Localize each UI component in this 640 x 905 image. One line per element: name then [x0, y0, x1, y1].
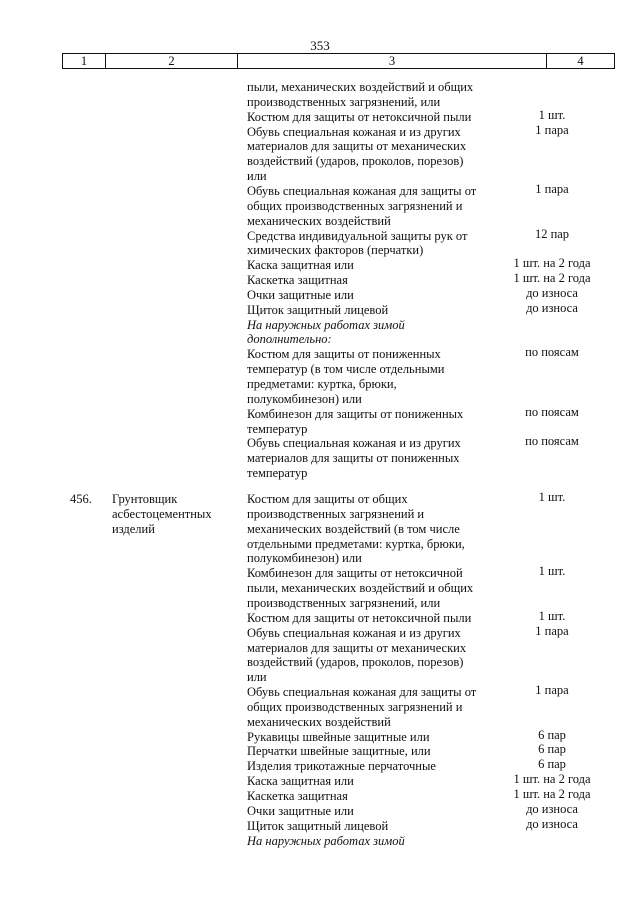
- item-text: Каскетка защитная: [247, 789, 348, 803]
- item-quantity: до износа: [526, 300, 578, 315]
- column-header-1: 1: [80, 54, 88, 68]
- item-quantity: 6 пар: [538, 757, 566, 772]
- item-text: материалов для защиты от пониженных: [247, 451, 460, 466]
- item-text: Очки защитные или: [247, 287, 354, 302]
- item-text: производственных загрязнений, или: [247, 94, 441, 109]
- item-text: химических факторов (перчатки): [247, 243, 424, 258]
- item-text: общих производственных загрязнений и: [247, 699, 463, 714]
- profession-line: асбестоцементных: [112, 507, 212, 521]
- item-text: На наружных работах зимой: [247, 317, 405, 332]
- item-quantity: 1 шт. на 2 года: [513, 772, 591, 787]
- item-text: механических воздействий: [247, 213, 391, 228]
- item-text: предметами: куртка, брюки,: [247, 377, 397, 391]
- item-text: Обувь специальная кожаная для защиты от: [247, 685, 477, 700]
- item-text: Каскетка защитная: [247, 273, 348, 288]
- column-header-3: 3: [388, 54, 396, 68]
- item-text: Обувь специальная кожаная и из других: [247, 436, 461, 451]
- item-text: Очки защитные или: [247, 803, 354, 818]
- item-text: пыли, механических воздействий и общих: [247, 80, 474, 94]
- item-text: Средства индивидуальной защиты рук от: [247, 228, 468, 243]
- entry-number: 456.: [70, 492, 92, 506]
- column-header-2: 2: [168, 54, 175, 68]
- item-text: механических воздействий (в том числе: [247, 521, 460, 536]
- item-quantity: 1 шт. на 2 года: [513, 271, 591, 286]
- item-quantity: 1 пара: [535, 683, 569, 698]
- page-number: 353: [310, 38, 330, 53]
- item-text: Каска защитная или: [247, 258, 354, 273]
- item-text: Костюм для защиты от общих: [247, 492, 408, 506]
- item-quantity: 1 шт.: [538, 564, 566, 579]
- column-header-row: [62, 53, 615, 69]
- item-quantity: 1 пара: [535, 181, 569, 196]
- item-text: температур (в том числе отдельными: [247, 362, 445, 377]
- item-text: температур: [247, 421, 308, 436]
- item-quantity: 1 шт.: [538, 490, 566, 504]
- item-text: полукомбинезон) или: [247, 391, 362, 406]
- item-text: Комбинезон для защиты от нетоксичной: [247, 566, 463, 581]
- item-text: общих производственных загрязнений и: [247, 198, 463, 213]
- item-quantity: до износа: [526, 285, 578, 300]
- item-quantity: 1 шт. на 2 года: [513, 787, 591, 801]
- item-quantity: по поясам: [525, 345, 579, 360]
- item-quantity: 12 пар: [534, 226, 570, 241]
- item-text: Обувь специальная кожаная и из других: [247, 124, 461, 139]
- item-quantity: по поясам: [525, 404, 579, 419]
- item-quantity: по поясам: [525, 434, 579, 449]
- item-text: воздействий (ударов, проколов, порезов): [247, 655, 464, 670]
- item-quantity: 1 пара: [535, 122, 569, 137]
- item-text: Каска защитная или: [247, 774, 354, 789]
- item-text: дополнительно:: [247, 332, 332, 347]
- item-text: Обувь специальная кожаная для защиты от: [247, 183, 477, 198]
- item-quantity: 1 шт.: [538, 107, 566, 122]
- item-text: Костюм для защиты от нетоксичной пыли: [247, 610, 472, 625]
- item-text: Комбинезон для защиты от пониженных: [247, 406, 464, 421]
- item-text: производственных загрязнений, или: [247, 595, 441, 610]
- item-text: полукомбинезон) или: [247, 551, 362, 566]
- item-quantity: 1 пара: [535, 623, 569, 638]
- item-text: воздействий (ударов, проколов, порезов): [247, 154, 464, 169]
- item-text: Изделия трикотажные перчаточные: [247, 759, 436, 774]
- item-text: Перчатки швейные защитные, или: [247, 744, 431, 759]
- profession-line: Грунтовщик: [112, 492, 178, 506]
- item-text: Обувь специальная кожаная и из других: [247, 625, 461, 640]
- item-text: Костюм для защиты от нетоксичной пыли: [247, 109, 472, 124]
- column-header-4: 4: [577, 54, 584, 68]
- item-text: пыли, механических воздействий и общих: [247, 581, 474, 596]
- item-text: материалов для защиты от механических: [247, 640, 467, 655]
- item-text: материалов для защиты от механических: [247, 139, 467, 154]
- item-text: температур: [247, 466, 308, 481]
- item-quantity: 1 шт. на 2 года: [513, 256, 591, 271]
- item-quantity: 1 шт.: [538, 608, 566, 623]
- item-quantity: 6 пар: [538, 727, 566, 742]
- item-text: На наружных работах зимой: [247, 833, 405, 848]
- item-text: Щиток защитный лицевой: [247, 302, 389, 317]
- item-quantity: 6 пар: [538, 742, 566, 757]
- item-text: Щиток защитный лицевой: [247, 818, 389, 833]
- item-text: или: [247, 169, 267, 184]
- item-text: Рукавицы швейные защитные или: [247, 729, 430, 744]
- item-text: производственных загрязнений и: [247, 506, 425, 521]
- item-text: Костюм для защиты от пониженных: [247, 347, 441, 362]
- item-text: отдельными предметами: куртка, брюки,: [247, 536, 465, 551]
- item-text: механических воздействий: [247, 714, 391, 729]
- item-quantity: до износа: [526, 816, 578, 831]
- item-text: или: [247, 670, 267, 685]
- profession-line: изделий: [112, 522, 155, 536]
- item-quantity: до износа: [526, 801, 578, 816]
